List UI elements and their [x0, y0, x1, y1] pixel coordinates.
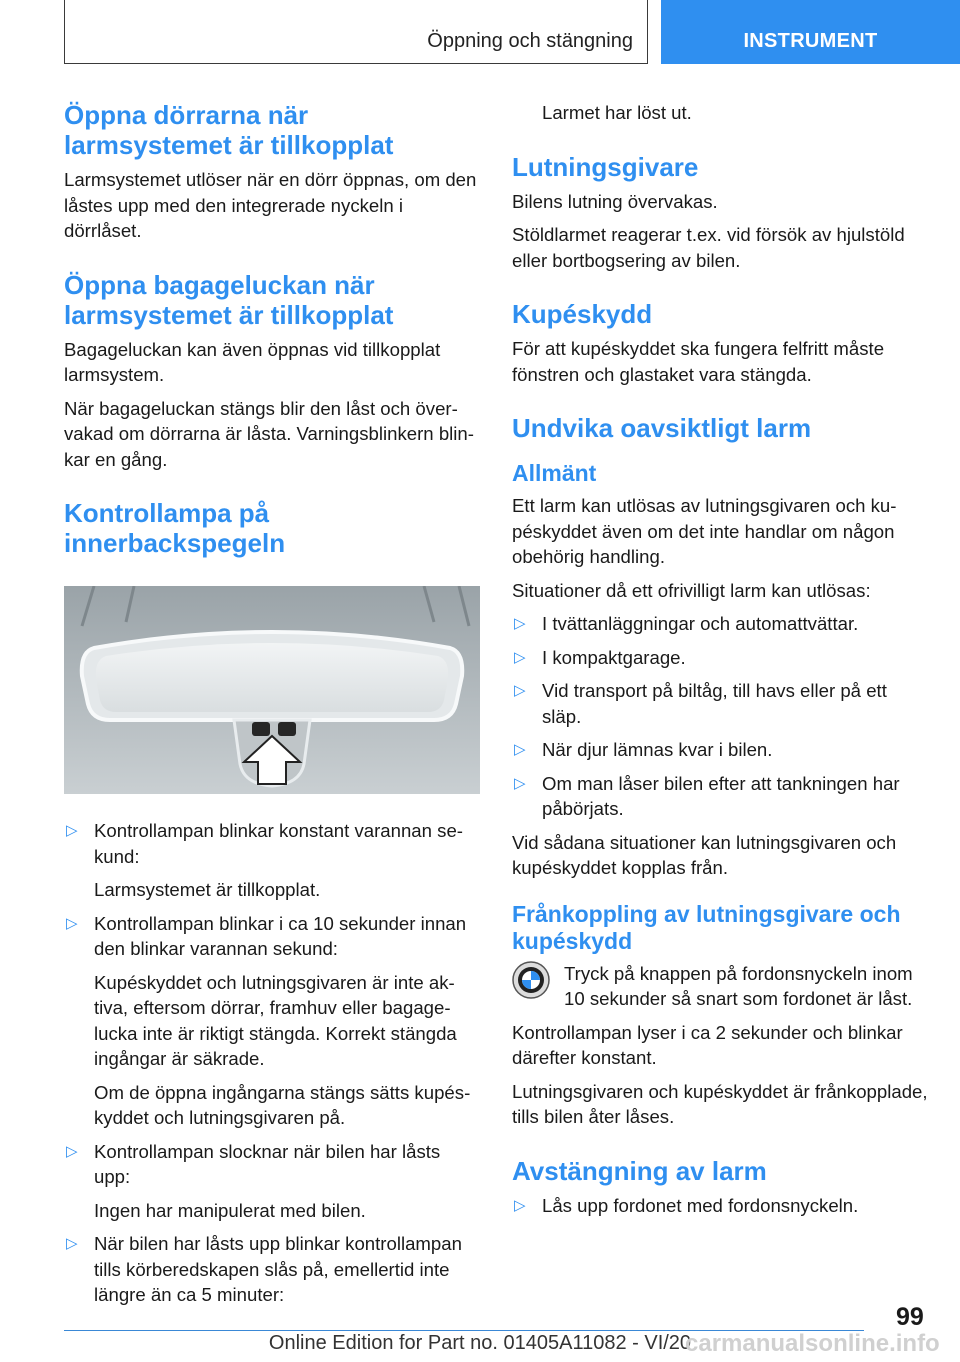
heading-tilt-sensor: Lutningsgivare	[512, 151, 699, 182]
header-frame	[64, 0, 648, 64]
heading-avoid-alarm: Undvika oavsiktligt larm	[512, 413, 812, 443]
paragraph: Lutningsgivaren och kupéskyddet är frånkopplade, tills bilen åter låses.	[512, 1080, 928, 1127]
heading-disable-sensors: Frånkoppling av lutningsgivare och kupéskydd	[512, 900, 901, 954]
list-item: ▷ Kontrollampan blinkar i ca 10 sekunder innan den blinkar varannan sekund:	[66, 912, 467, 959]
footer-edition: Online Edition for Part no. 01405A11082 - VI/20	[268, 1332, 692, 1354]
paragraph: Kontrollampan lyser i ca 2 sekunder och blinkar därefter konstant.	[512, 1021, 903, 1068]
paragraph: Om de öppna ingångarna stängs sätts kupéskyddet och lutningsgivaren på.	[94, 1081, 471, 1128]
page-number: 99	[896, 1303, 924, 1331]
paragraph: Situationer då ett ofrivilligt larm kan utlösas:	[512, 579, 871, 601]
header-section-title: Öppning och stängning	[427, 30, 633, 52]
paragraph: Larmsystemet utlöser när en dörr öppnas, om den låstes upp med den integrerade nyckeln i dörrlåset.	[64, 169, 477, 241]
paragraph: Kupéskyddet och lutningsgivaren är inte aktiva, eftersom dörrar, framhuv eller bagagelucka inte är riktigt stängda. Korrekt stängda ingångar är säkrade.	[94, 971, 457, 1069]
paragraph: Ett larm kan utlösas av lutningsgivaren och kupéskyddet även om det inte handlar om någon obehörig handling.	[512, 495, 897, 567]
watermark: carmanualsonline.info	[685, 1330, 940, 1357]
paragraph: När bagageluckan stängs blir den låst och övervakad om dörrarna är låsta. Varningsblinkern blinkar en gång.	[64, 397, 474, 470]
header-tab-label: INSTRUMENT	[743, 30, 878, 52]
list-item: ▷ Lås upp fordonet med fordonsnyckeln.	[512, 1193, 928, 1219]
heading-general: Allmänt	[512, 460, 597, 486]
paragraph: Stöldlarmet reagerar t.ex. vid försök av hjulstöld eller bortbogsering av bilen.	[512, 224, 905, 271]
right-column	[512, 100, 928, 1226]
bullet-triangle-icon: ▷	[514, 682, 526, 699]
list-item: ▷ I tvättanläggningar och automattvättar.	[512, 611, 928, 637]
bullet-triangle-icon: ▷	[66, 822, 78, 839]
heading-interior-protection: Kupéskydd	[512, 299, 653, 329]
paragraph: För att kupéskyddet ska fungera felfritt måste fönstren och glastaket vara stängda.	[512, 338, 885, 385]
bullet-triangle-icon: ▷	[514, 615, 526, 632]
list-item: ▷ Om man låser bilen efter att tankningen har påbörjats.	[514, 772, 900, 819]
list-item: ▷ Kontrollampan slocknar när bilen har låsts upp:	[66, 1140, 441, 1187]
list-item: ▷ Kontrollampan blinkar konstant varannan sekund:	[66, 820, 463, 867]
bmw-key-button-icon	[512, 961, 550, 999]
paragraph: Vid sådana situationer kan lutningsgivaren och kupéskyddet kopplas från.	[512, 831, 897, 878]
rearview-mirror-image	[64, 586, 480, 794]
bullet-triangle-icon: ▷	[66, 1142, 78, 1160]
left-column	[64, 100, 480, 1316]
paragraph: Tryck på knappen på fordonsnyckeln inom 10 sekunder så snart som fordonet är låst.	[564, 962, 913, 1009]
bullet-triangle-icon: ▷	[514, 648, 526, 666]
paragraph: Larmsystemet är tillkopplat.	[94, 879, 321, 900]
list-item: ▷ När djur lämnas kvar i bilen.	[512, 737, 928, 763]
list-item: ▷ Vid transport på biltåg, till havs eller på ett släp.	[514, 680, 887, 727]
bullet-triangle-icon: ▷	[514, 774, 526, 792]
heading-indicator-lamp: Kontrollampa på innerbackspegeln	[64, 498, 286, 558]
bullet-triangle-icon: ▷	[514, 1196, 526, 1214]
bullet-triangle-icon: ▷	[514, 741, 526, 758]
list-item: ▷ När bilen har låsts upp blinkar kontrollampan tills körberedskapen slås på, emellertid inte längre än ca 5 minuter:	[66, 1233, 462, 1305]
bullet-triangle-icon: ▷	[66, 1235, 78, 1252]
heading-alarm-off: Avstängning av larm	[512, 1155, 767, 1186]
list-item: ▷ I kompaktgarage.	[512, 645, 928, 671]
paragraph: Bilens lutning övervakas.	[512, 190, 718, 212]
paragraph: Bagageluckan kan även öppnas vid tillkopplat larmsystem.	[64, 338, 441, 385]
paragraph: Larmet har löst ut.	[542, 102, 692, 123]
header-tab[interactable]	[661, 0, 960, 64]
key-instruction	[512, 961, 928, 1012]
paragraph: Ingen har manipulerat med bilen.	[94, 1199, 366, 1221]
heading-open-trunk: Öppna bagageluckan när larmsystemet är tillkopplat	[64, 269, 394, 330]
bullet-triangle-icon: ▷	[66, 914, 78, 932]
heading-open-doors: Öppna dörrarna när larmsystemet är tillkopplat	[64, 100, 394, 160]
